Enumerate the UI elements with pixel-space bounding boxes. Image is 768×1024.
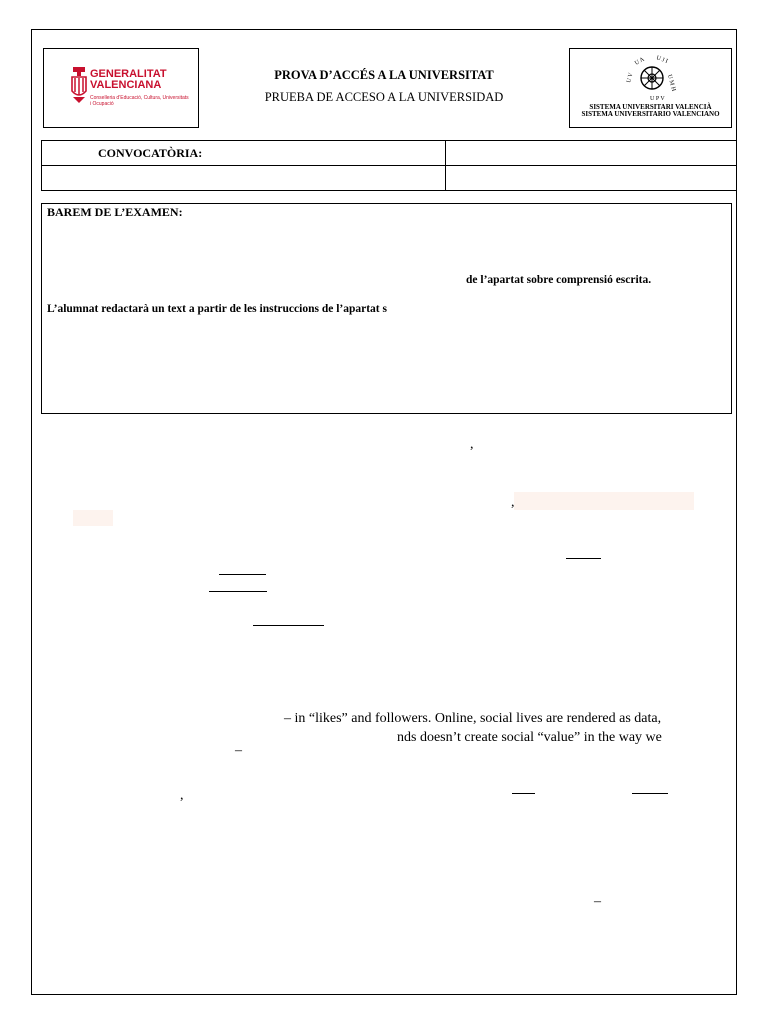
body-dash: –	[594, 894, 601, 909]
svg-text:U J I: U J I	[655, 55, 669, 65]
generalitat-emblem-icon	[70, 67, 88, 103]
convocatoria-value-field[interactable]	[446, 141, 737, 166]
blank-underline	[566, 558, 601, 559]
svg-text:U P V: U P V	[650, 96, 665, 102]
body-comma: ,	[511, 495, 515, 510]
barem-line-comprensio: de l’apartat sobre comprensió escrita.	[466, 274, 652, 286]
logo-left-line2: VALENCIANA	[90, 79, 162, 91]
sistema-universitari-label	[570, 104, 731, 118]
blank-underline	[219, 574, 266, 575]
table-row	[42, 141, 737, 166]
generalitat-logo	[43, 48, 199, 128]
highlight-shade	[73, 510, 113, 526]
generalitat-wordmark	[90, 69, 167, 91]
body-dash: –	[235, 743, 242, 758]
logo-left-line1: GENERALITAT	[90, 68, 167, 80]
convocatoria-table	[41, 140, 737, 191]
barem-box	[41, 203, 732, 414]
convocatoria-field-empty[interactable]	[42, 166, 446, 191]
body-comma: ,	[180, 788, 184, 803]
body-text-line: – in “likes” and followers. Online, social lives are rendered as data,	[284, 711, 662, 726]
body-text-line: nds doesn’t create social “value” in the way we	[397, 730, 662, 745]
barem-line-redaccio: L’alumnat redactarà un text a partir de les instruccions de l’apartat s	[47, 303, 387, 315]
exam-title-es: PRUEBA DE ACCESO A LA UNIVERSIDAD	[264, 90, 504, 104]
sistema-universitari-logo	[569, 48, 732, 128]
svg-text:U A: U A	[634, 56, 646, 67]
highlight-shade	[514, 492, 694, 510]
university-seal-icon	[624, 53, 680, 103]
exam-title-ca: PROVA D’ACCÉS A LA UNIVERSITAT	[274, 68, 494, 82]
body-comma: ,	[470, 437, 474, 452]
blank-underline	[632, 793, 668, 794]
logo-left-subtitle: Conselleria d’Educació, Cultura, Universitats i Ocupació	[90, 95, 189, 107]
convocatoria-label: CONVOCATÒRIA:	[42, 141, 446, 166]
blank-underline	[512, 793, 535, 794]
convocatoria-field-empty[interactable]	[446, 166, 737, 191]
logo-right-line1: SISTEMA UNIVERSITARI VALENCIÀ	[589, 103, 712, 111]
table-row	[42, 166, 737, 191]
blank-underline	[209, 591, 267, 592]
svg-text:U M H: U M H	[666, 73, 677, 92]
barem-title: BAREM DE L’EXAMEN:	[47, 205, 183, 219]
logo-right-line2: SISTEMA UNIVERSITARIO VALENCIANO	[581, 110, 720, 118]
svg-text:U V: U V	[626, 72, 635, 84]
blank-underline	[253, 625, 324, 626]
